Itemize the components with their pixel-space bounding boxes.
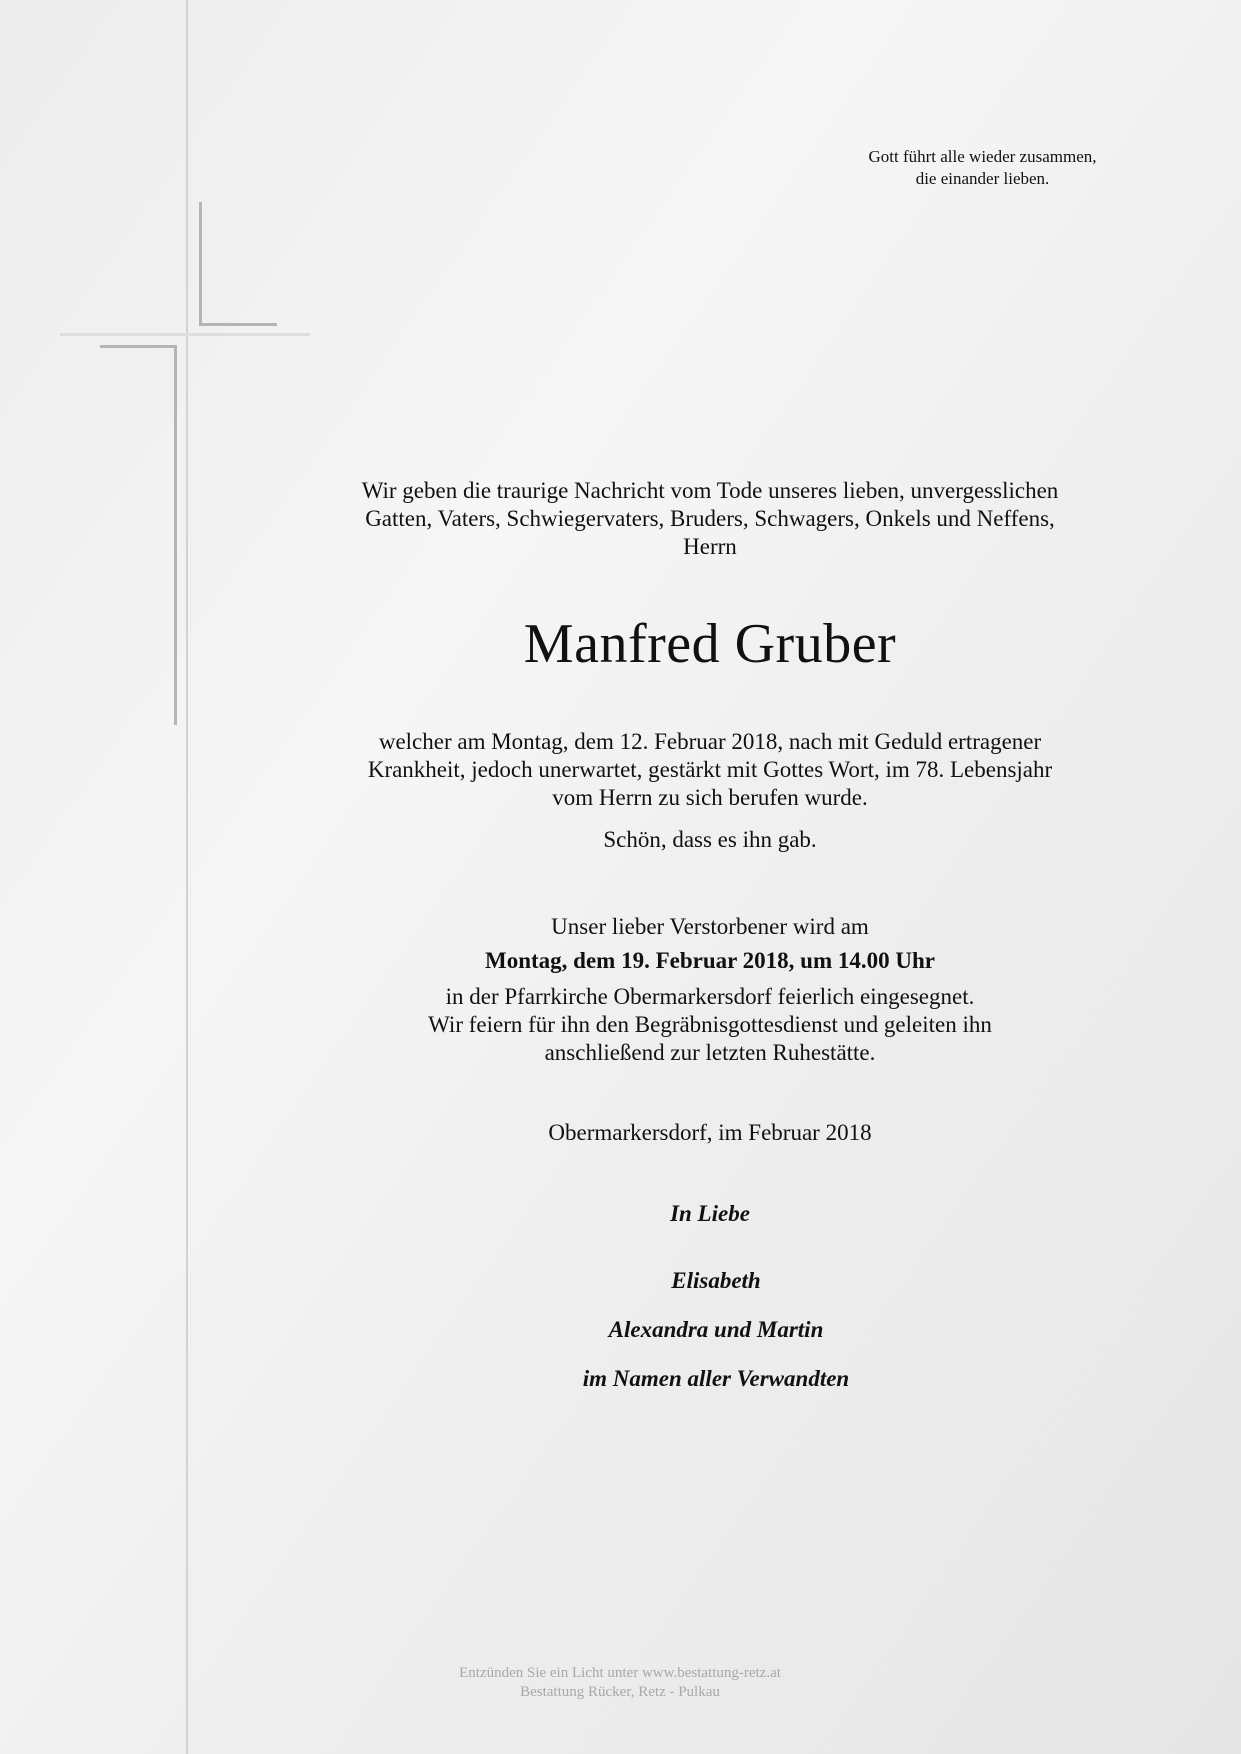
funeral-line-1: in der Pfarrkirche Obermarkersdorf feierlich eingesegnet. [445, 984, 975, 1009]
signoff-name: im Namen aller Verwandten [582, 1366, 850, 1391]
signoff-name: Alexandra und Martin [608, 1317, 824, 1342]
funeral-line-3: anschließend zur letzten Ruhestätte. [544, 1040, 876, 1065]
intro-line-3: Herrn [683, 534, 737, 559]
funeral-details [300, 983, 1120, 1067]
signoff-name: Elisabeth [671, 1268, 761, 1293]
intro-line-1: Wir geben die traurige Nachricht vom Tode unseres lieben, unvergesslichen [361, 478, 1059, 503]
funeral-date: Montag, dem 19. Februar 2018, um 14.00 Uhr [485, 948, 935, 973]
intro-paragraph [300, 477, 1120, 561]
death-line-1: welcher am Montag, dem 12. Februar 2018, nach mit Geduld ertragener [378, 729, 1042, 754]
left-border-line [186, 0, 188, 1754]
death-notice [300, 728, 1120, 812]
place-date: Obermarkersdorf, im Februar 2018 [548, 1120, 872, 1145]
cross-lower-vertical [174, 345, 177, 725]
cross-upper-vertical [199, 202, 202, 326]
motto-line-1: Gott führt alle wieder zusammen, [868, 147, 1097, 166]
death-line-2: Krankheit, jedoch unerwartet, gestärkt mit Gottes Wort, im 78. Lebensjahr [367, 757, 1053, 782]
motto [800, 146, 1165, 190]
cross-lower-horizontal [100, 345, 177, 348]
funeral-line-2: Wir feiern für ihn den Begräbnisgottesdienst und geleiten ihn [428, 1012, 992, 1037]
cross-upper-horizontal [199, 323, 277, 326]
deceased-name: Manfred Gruber [523, 613, 897, 675]
footer-candle-link-text: Entzünden Sie ein Licht unter www.bestattung-retz.at [459, 1665, 781, 1681]
cross-shadow-horizontal [60, 333, 310, 336]
memorial-sentence: Schön, dass es ihn gab. [603, 827, 817, 852]
motto-line-2: die einander lieben. [915, 169, 1050, 188]
intro-line-2: Gatten, Vaters, Schwiegervaters, Bruders, Schwagers, Onkels und Neffens, [365, 506, 1055, 531]
signoff-greeting: In Liebe [670, 1201, 750, 1226]
footer-undertaker: Bestattung Rücker, Retz - Pulkau [520, 1684, 720, 1700]
left-border-highlight [190, 0, 191, 1754]
death-line-3: vom Herrn zu sich berufen wurde. [552, 785, 868, 810]
funeral-lead: Unser lieber Verstorbener wird am [551, 914, 869, 939]
